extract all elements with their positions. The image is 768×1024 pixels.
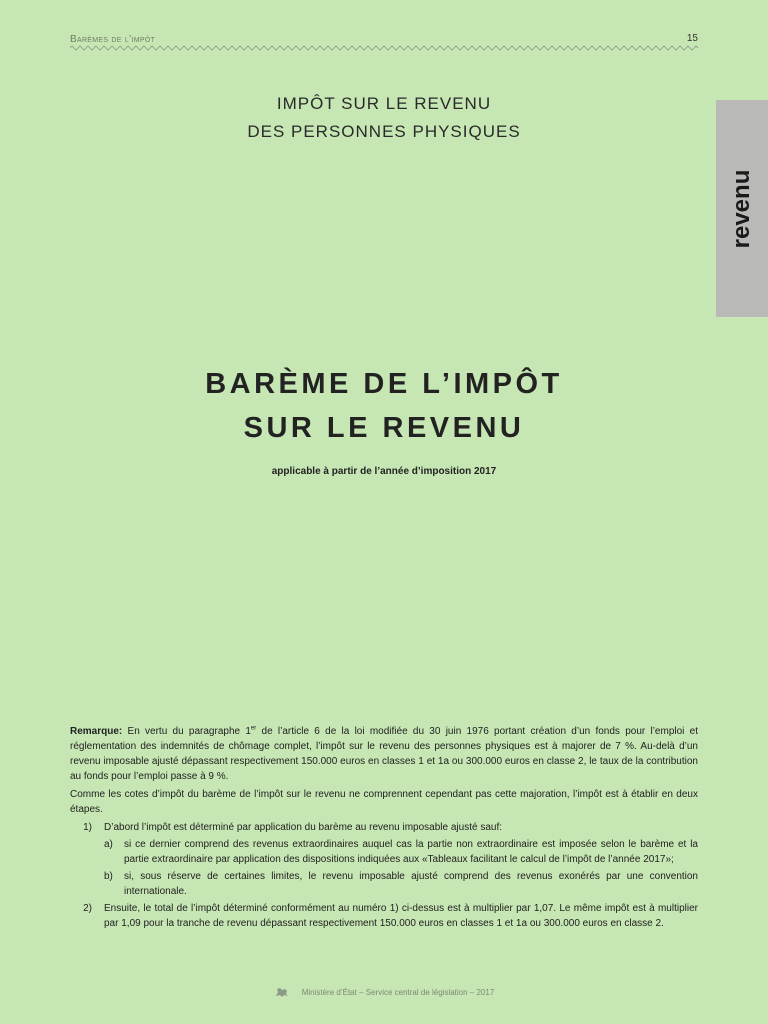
page-number: 15 [686,33,698,44]
subtitle-line-1: IMPÔT SUR LE REVENU [276,94,492,113]
remark-block [70,724,698,933]
section-tab-label: revenu [728,169,755,248]
running-title: Barèmes de l’impôt [70,34,156,45]
main-title-line-1: BARÈME DE L’IMPÔT [205,368,563,400]
remark-label: Remarque: [70,726,123,737]
page-footer [0,986,768,998]
lion-emblem-icon [274,986,290,998]
list-item: 1) D’abord l’impôt est déterminé par application du barème au revenu imposable ajusté sauf: [83,822,503,833]
list-subitem: a) si ce dernier comprend des revenus extraordinaires auquel cas la partie non extraordinaire est imposée selon le barème et la partie extraordinaire par application des dispositions indiquées aux «Tableaux facilitant le calcul de l’impôt de l’année 2017»; [104,839,698,865]
footer-text: Ministère d’État – Service central de législation – 2017 [301,987,495,997]
remark-paragraph-1: Remarque: En vertu du paragraphe 1er de l’article 6 de la loi modifiée du 30 juin 1976 portant création d’un fonds pour l’emploi et réglementation des indemnités de chômage complet, l’impôt sur le revenu des personnes physiques est à majorer de 7 %. Au-delà d’un revenu imposable ajusté dépassant respectivement 150.000 euros en classes 1 et 1a ou 300.000 euros en classe 2, le taux de la contribution au fonds pour l’emploi passe à 9 %. [70,725,698,782]
list-item: 2) Ensuite, le total de l’impôt déterminé conformément au numéro 1) ci-dessus est à multiplier par 1,07. Le même impôt est à multiplier par 1,09 pour la tranche de revenu dépassant respectivement 150.000 euros en classes 1 et 1a ou 300.000 euros en classe 2. [83,903,698,929]
subtitle-line-2: DES PERSONNES PHYSIQUES [247,122,521,141]
remark-paragraph-2: Comme les cotes d’impôt du barème de l’impôt sur le revenu ne comprennent cependant pas cette majoration, l’impôt est à établir en deux étapes. [70,789,698,815]
applicability-note: applicable à partir de l’année d’imposition 2017 [271,466,497,477]
header-divider [70,45,698,51]
main-title-line-2: SUR LE REVENU [243,412,525,444]
list-subitem: b) si, sous réserve de certaines limites, le revenu imposable ajusté comprend des revenus exonérés par une convention internationale. [104,871,698,897]
